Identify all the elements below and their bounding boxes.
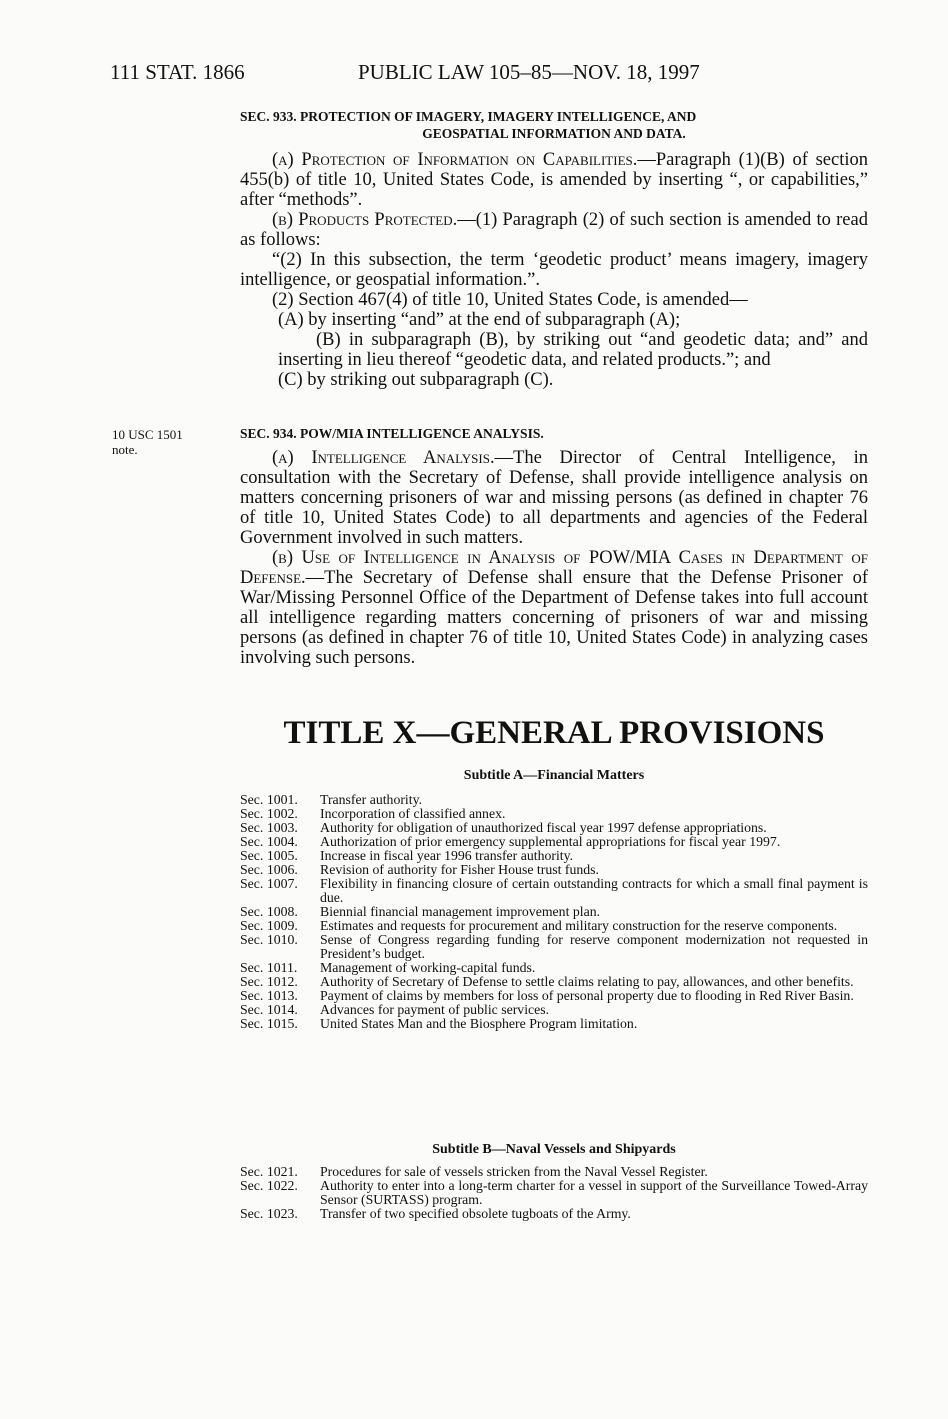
toc-section-number: Sec. 1006.: [240, 862, 298, 877]
toc-section-number: Sec. 1009.: [240, 918, 298, 933]
section-933-heading: SEC. 933. PROTECTION OF IMAGERY, IMAGERY INTELLIGENCE, AND GEOSPATIAL INFORMATION AND DATA.: [240, 109, 697, 141]
section-933-subsection-b: (b) Products Protected.—(1) Paragraph (2) of such section is amended to read as follows:: [240, 210, 868, 250]
toc-entry: [240, 919, 868, 933]
toc-section-title: Authority to enter into a long-term charter for a vessel in support of the Surveillance Towed-Array Sensor (SURTASS) program.: [320, 1178, 868, 1207]
public-law-line: PUBLIC LAW 105–85—NOV. 18, 1997: [358, 60, 700, 84]
subsection-b-caption: (b) Products Protected.: [272, 210, 458, 230]
toc-entry: [240, 961, 868, 975]
subtitle-b-heading: Subtitle B—Naval Vessels and Shipyards: [432, 1142, 676, 1157]
toc-section-title: Sense of Congress regarding funding for reserve component modernization not requested in President’s budget.: [320, 932, 868, 961]
toc-entry: [240, 1179, 868, 1207]
toc-section-number: Sec. 1015.: [240, 1016, 298, 1031]
toc-entry: [240, 849, 868, 863]
toc-section-title: Authority for obligation of unauthorized fiscal year 1997 defense appropriations.: [320, 820, 767, 835]
toc-entry: [240, 807, 868, 821]
toc-section-number: Sec. 1012.: [240, 974, 298, 989]
toc-entry: [240, 835, 868, 849]
toc-section-number: Sec. 1004.: [240, 834, 298, 849]
toc-section-number: Sec. 1003.: [240, 820, 298, 835]
title-heading: TITLE X—GENERAL PROVISIONS: [283, 715, 825, 751]
toc-section-title: Advances for payment of public services.: [320, 1002, 550, 1017]
subparagraph-C: (C) by striking out subparagraph (C).: [278, 370, 554, 390]
toc-entry: [240, 1207, 868, 1221]
toc-section-title: Authority of Secretary of Defense to settle claims relating to pay, allowances, and other benefits.: [320, 974, 854, 989]
toc-section-number: Sec. 1001.: [240, 792, 298, 807]
toc-entry: [240, 793, 868, 807]
toc-section-number: Sec. 1005.: [240, 848, 298, 863]
toc-section-title: Transfer authority.: [320, 792, 423, 807]
toc-section-number: Sec. 1010.: [240, 932, 298, 947]
toc-section-number: Sec. 1002.: [240, 806, 298, 821]
toc-section-number: Sec. 1008.: [240, 904, 298, 919]
section-934-subsection-a: (a) Intelligence Analysis.—The Director of Central Intelligence, in consultation with the Secretary of Defense, shall provide intelligence analysis on matters concerning prisoners of war and missing persons (as defined in chapter 76 of title 10, United States Code) to all departments and agencies of the Federal Government involved in such matters.: [240, 448, 868, 548]
section-933-subsection-a: (a) Protection of Information on Capabilities.—Paragraph (1)(B) of section 455(b) of title 10, United States Code, is amended by inserting “, or capabilities,” after “methods”.: [240, 150, 868, 210]
section-934-heading: SEC. 934. POW/MIA INTELLIGENCE ANALYSIS.: [240, 426, 544, 441]
statute-citation: 111 STAT. 1866: [110, 60, 245, 84]
toc-section-number: Sec. 1007.: [240, 876, 298, 891]
toc-section-number: Sec. 1023.: [240, 1206, 298, 1221]
subsection-a-caption: (a) Intelligence Analysis.: [272, 448, 495, 468]
subparagraph-A: (A) by inserting “and” at the end of subparagraph (A);: [278, 310, 681, 330]
subtitle-a-heading: Subtitle A—Financial Matters: [463, 768, 645, 783]
toc-section-title: Incorporation of classified annex.: [320, 806, 506, 821]
toc-section-title: United States Man and the Biosphere Program limitation.: [320, 1016, 638, 1031]
subtitle-b-list: [240, 1165, 868, 1221]
section-934: [240, 425, 868, 668]
toc-entry: [240, 989, 868, 1003]
toc-entry: [240, 1017, 868, 1031]
toc-section-title: Increase in fiscal year 1996 transfer authority.: [320, 848, 574, 863]
toc-section-number: Sec. 1011.: [240, 960, 298, 975]
toc-section-number: Sec. 1014.: [240, 1002, 298, 1017]
toc-section-title: Flexibility in financing closure of certain outstanding contracts for which a small final payment is due.: [320, 876, 868, 905]
toc-entry: [240, 1003, 868, 1017]
toc-section-title: Biennial financial management improvement plan.: [320, 904, 601, 919]
quoted-paragraph: “(2) In this subsection, the term ‘geodetic product’ means imagery, imagery intelligence, or geospatial information.”.: [240, 250, 868, 290]
paragraph-2: (2) Section 467(4) of title 10, United States Code, is amended—: [272, 290, 748, 310]
subparagraph-B: (B) in subparagraph (B), by striking out “and geodetic data; and” and inserting in lieu thereof “geodetic data, and related products.”; and: [278, 330, 868, 370]
toc-entry: [240, 863, 868, 877]
toc-section-title: Procedures for sale of vessels stricken from the Naval Vessel Register.: [320, 1164, 708, 1179]
toc-section-title: Transfer of two specified obsolete tugboats of the Army.: [320, 1206, 631, 1221]
toc-section-title: Estimates and requests for procurement and military construction for the reserve components.: [320, 918, 838, 933]
subtitle-b-toc: [240, 1141, 868, 1221]
toc-entry: [240, 933, 868, 961]
section-934-subsection-b: (b) Use of Intelligence in Analysis of POW/MIA Cases in Department of Defense.—The Secretary of Defense shall ensure that the Defense Prisoner of War/Missing Personnel Office of the Department of Defense takes into full account all intelligence regarding matters concerning of prisoners of war and missing persons (as defined in chapter 76 of title 10, United States Code) in analyzing cases involving such persons.: [240, 548, 868, 668]
toc-entry: [240, 975, 868, 989]
page-header: [110, 60, 870, 90]
toc-section-number: Sec. 1022.: [240, 1178, 298, 1193]
toc-section-number: Sec. 1021.: [240, 1164, 298, 1179]
toc-entry: [240, 821, 868, 835]
margin-note: 10 USC 1501 note.: [112, 427, 183, 457]
toc-entry: [240, 1165, 868, 1179]
toc-section-title: Payment of claims by members for loss of personal property due to flooding in Red River Basin.: [320, 988, 854, 1003]
toc-entry: [240, 877, 868, 905]
subtitle-a-toc: [240, 767, 868, 1031]
toc-section-title: Management of working-capital funds.: [320, 960, 536, 975]
toc-section-number: Sec. 1013.: [240, 988, 298, 1003]
toc-entry: [240, 905, 868, 919]
toc-section-title: Revision of authority for Fisher House trust funds.: [320, 862, 599, 877]
section-933: [240, 108, 868, 390]
subsection-b-caption: (b) Use of Intelligence in Analysis of POW/MIA Cases in Department of Defense.: [240, 548, 868, 588]
subsection-a-caption: (a) Protection of Information on Capabilities.: [272, 150, 638, 170]
toc-section-title: Authorization of prior emergency supplemental appropriations for fiscal year 1997.: [320, 834, 781, 849]
subtitle-a-list: [240, 793, 868, 1031]
